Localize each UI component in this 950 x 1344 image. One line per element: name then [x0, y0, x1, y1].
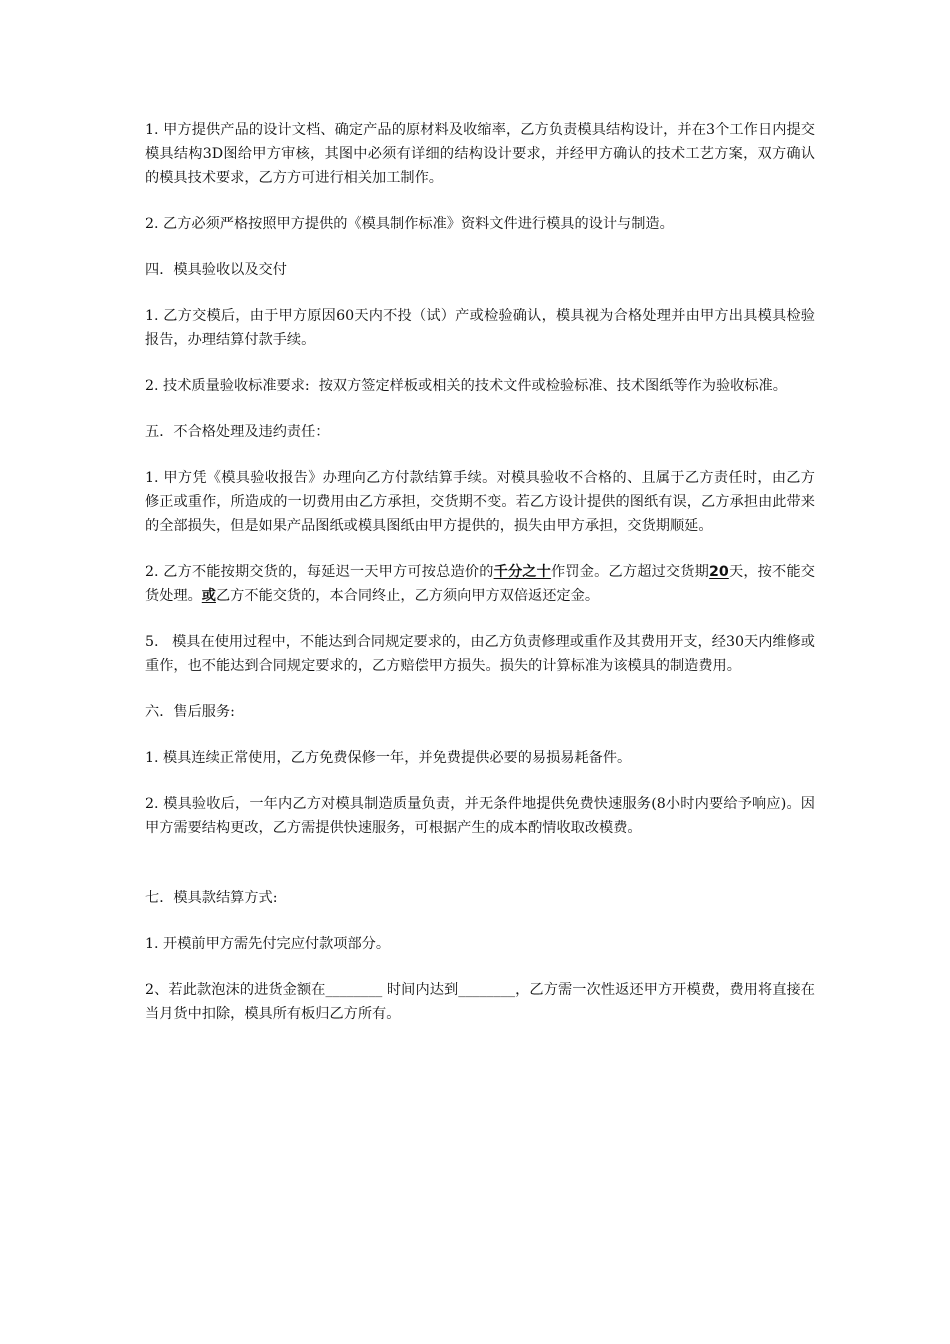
late-delivery-text-2: 作罚金。乙方超过交货期: [551, 564, 710, 580]
or-word: 或: [201, 588, 216, 604]
liability-clause-1: 1. 甲方凭《模具验收报告》办理向乙方付款结算手续。对模具验收不合格的、且属于乙方责任时，由乙方修正或重作，所造成的一切费用由乙方承担，交货期不变。若乙方设计提供的图纸有误，乙方承担由此带来的全部损失，但是如果产品图纸或模具图纸由甲方提供的，损失由甲方承担，交货期顺延。: [145, 470, 815, 534]
penalty-rate: 千分之十: [493, 564, 552, 580]
liability-clause-2: [145, 560, 815, 608]
late-delivery-text-4: 乙方不能交货的，本合同终止，乙方须向甲方双倍返还定金。: [215, 588, 600, 604]
acceptance-clause-1: 1. 乙方交模后，由于甲方原因60天内不投（试）产或检验确认，模具视为合格处理并由甲方出具模具检验报告，办理结算付款手续。: [145, 308, 815, 348]
liability-clause-3: 5. 模具在使用过程中，不能达到合同规定要求的，由乙方负责修理或重作及其费用开支，经30天内维修或重作，也不能达到合同规定要求的，乙方赔偿甲方损失。损失的计算标准为该模具的制造费用。: [145, 634, 815, 674]
design-clause: 1. 甲方提供产品的设计文档、确定产品的原材料及收缩率，乙方负责模具结构设计，并在3个工作日内提交模具结构3D图给甲方审核，其图中必须有详细的结构设计要求，并经甲方确认的技术工艺方案，双方确认的模具技术要求，乙方方可进行相关加工制作。: [145, 122, 815, 186]
manufacturing-standard-clause: 2. 乙方必须严格按照甲方提供的《模具制作标准》资料文件进行模具的设计与制造。: [145, 216, 674, 232]
section-heading-after-sales: 六．售后服务:: [145, 704, 235, 720]
payment-clause-2: 2、若此款泡沫的进货金额在________ 时间内达到________，乙方需一次性返还甲方开模费，费用将直接在当月货中扣除，模具所有板归乙方所有。: [145, 982, 815, 1022]
acceptance-clause-2: 2. 技术质量验收标准要求: 按双方签定样板或相关的技术文件或检验标准、技术图纸等作为验收标准。: [145, 378, 787, 394]
delay-days: 20: [709, 564, 729, 580]
payment-clause-1: 1. 开模前甲方需先付完应付款项部分。: [145, 936, 391, 952]
late-delivery-text-3: 天，按不能交货处理。: [145, 564, 815, 604]
section-heading-liability: 五．不合格处理及违约责任：: [145, 424, 330, 440]
section-heading-payment: 七．模具款结算方式:: [145, 890, 278, 906]
document-page: [145, 118, 815, 1026]
after-sales-clause-1: 1. 模具连续正常使用，乙方免费保修一年，并免费提供必要的易损易耗备件。: [145, 750, 632, 766]
section-heading-acceptance: 四．模具验收以及交付: [145, 262, 287, 278]
after-sales-clause-2: 2. 模具验收后，一年内乙方对模具制造质量负责，并无条件地提供免费快速服务(8小时内要给予响应)。因甲方需要结构更改，乙方需提供快速服务，可根据产生的成本酌情收取改模费。: [145, 796, 815, 836]
late-delivery-text-1: 2. 乙方不能按期交货的，每延迟一天甲方可按总造价的: [145, 564, 494, 580]
